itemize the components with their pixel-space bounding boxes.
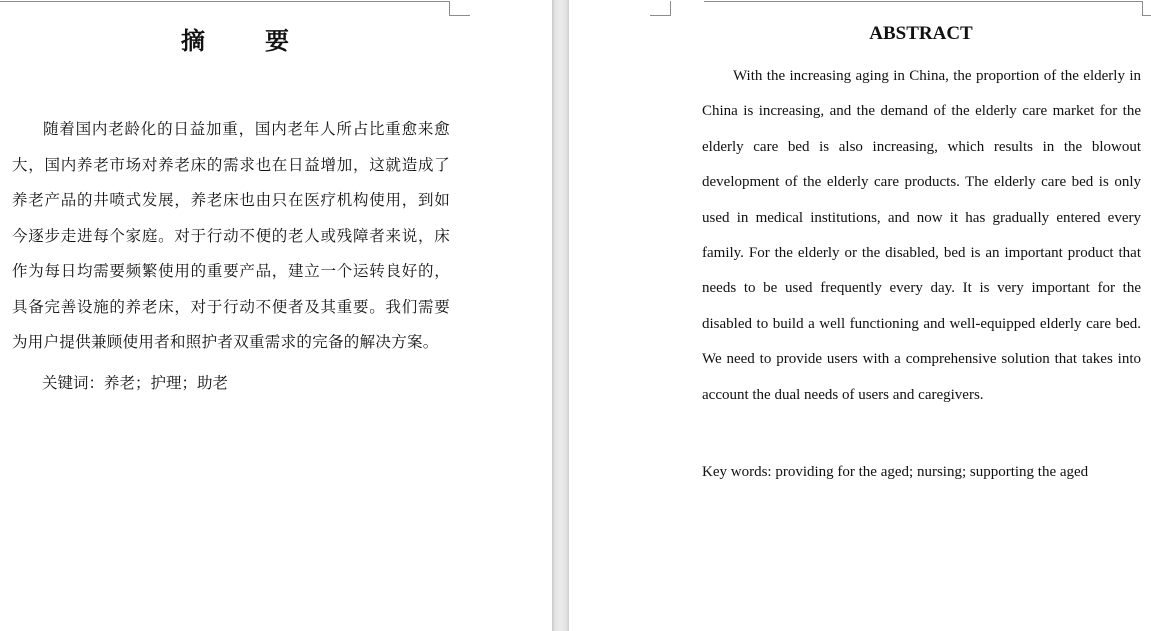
abstract-body-english[interactable]: With the increasing aging in China, the proportion of the elderly in China is increasing, and the demand of the elderly care market for the elderly care bed is also increasing, which results in the blowout development of the elderly care products. The elderly care bed is only used in medical institutions, and now it has gradually entered every family. For the elderly or the disabled, bed is an important product that needs to be used frequently every day. It is very important for the disabled to build a well functioning and well-equipped elderly care bed. We need to provide users with a comprehensive solution that takes into account the dual needs of users and caregivers. [702, 68, 1141, 403]
page-top-margin-mark [704, 1, 1142, 2]
page-top-margin-mark [0, 1, 449, 2]
abstract-title-english: ABSTRACT [869, 23, 973, 44]
abstract-title-chinese: 摘 要 [181, 27, 293, 55]
page-gutter [552, 0, 569, 631]
keywords-english[interactable]: Key words: providing for the aged; nursing; supporting the aged [702, 464, 1089, 480]
page-corner-mark [1142, 15, 1151, 16]
page-corner-mark [449, 15, 470, 16]
document-page-left [0, 0, 552, 631]
page-corner-mark [1142, 1, 1143, 15]
abstract-body-chinese[interactable]: 随着国内老龄化的日益加重，国内老年人所占比重愈来愈大，国内养老市场对养老床的需求也在日益增加，这就造成了养老产品的井喷式发展，养老床也由只在医疗机构使用，到如今逐步走进每个家庭。对于行动不便的老人或残障者来说，床作为每日均需要频繁使用的重要产品，建立一个运转良好的，具备完善设施的养老床，对于行动不便者及其重要。我们需要为用户提供兼顾使用者和照护者双重需求的完备的解决方案。 [12, 120, 450, 351]
keywords-chinese[interactable]: 关键词：养老；护理；助老 [42, 374, 229, 392]
page-corner-mark [650, 15, 671, 16]
page-corner-mark [670, 1, 671, 15]
page-corner-mark [449, 1, 450, 15]
